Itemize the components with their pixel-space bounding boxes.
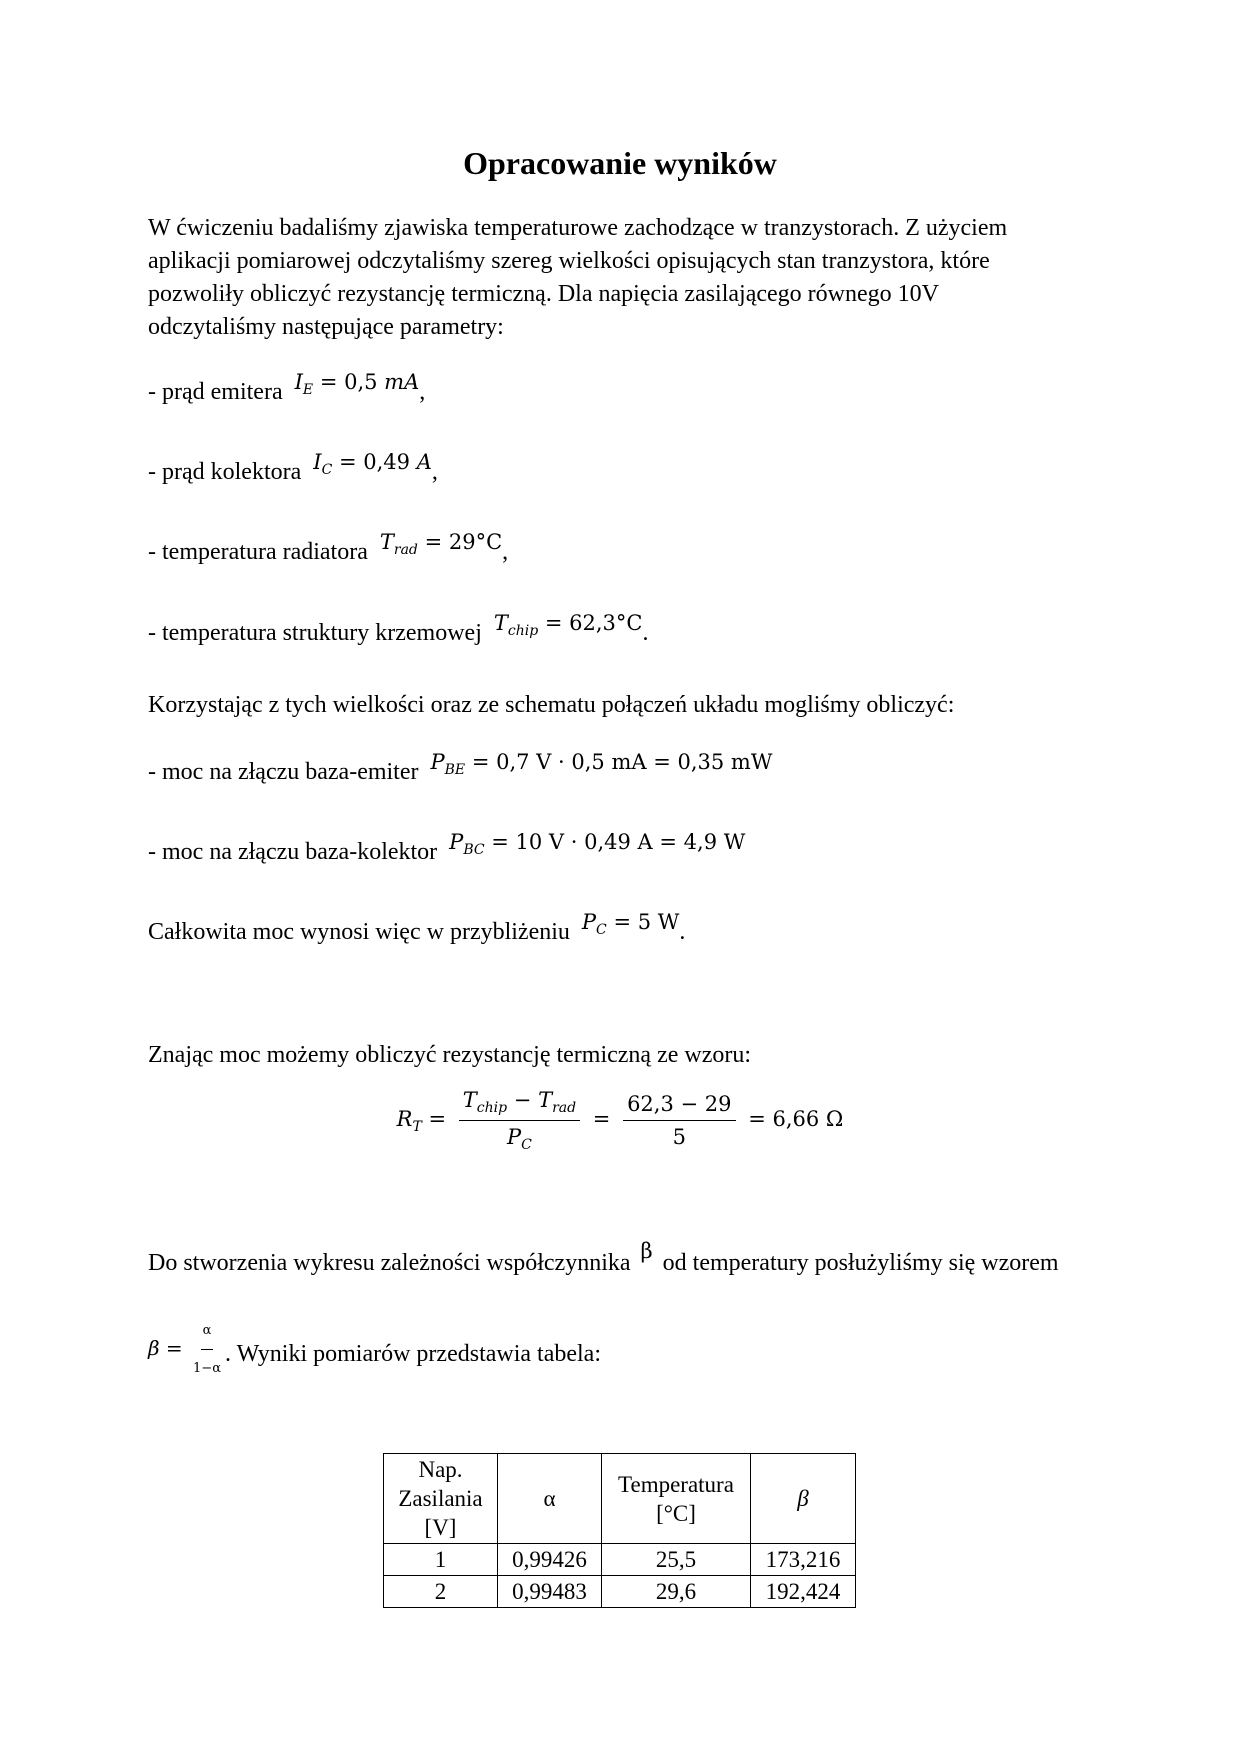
power-label: - moc na złączu baza-kolektor: [148, 839, 438, 865]
cell-voltage: 1: [384, 1544, 498, 1576]
power-label: - moc na złączu baza-emiter: [148, 759, 419, 785]
param-emitter-current: [148, 370, 426, 417]
total-label: Całkowita moc wynosi więc w przybliżeniu: [148, 919, 570, 945]
intro-line-3: pozwoliły obliczyć rezystancję termiczną. Dla napięcia zasilającego równego 10V: [148, 281, 939, 307]
param-label: - prąd emitera: [148, 379, 283, 405]
param-formula: $T_{rad} = 29^\circ C$: [379, 530, 503, 558]
power-base-emitter: [148, 750, 773, 797]
param-label: - temperatura radiatora: [148, 539, 368, 565]
param-collector-current: [148, 450, 438, 497]
intro-line-2: aplikacji pomiarowej odczytaliśmy szereg wielkości opisujących stan tranzystora, które: [148, 248, 990, 274]
intro-line-1: W ćwiczeniu badaliśmy zjawiska temperaturowe zachodzące w tranzystorach. Z użyciem: [148, 215, 1008, 241]
param-end: ,: [431, 459, 438, 485]
cell-temperature: 25,5: [602, 1544, 751, 1576]
param-end: ,: [502, 539, 509, 565]
power-formula: $P_{BE} = 0,7$ V · 0,5 mA = 0,35 mW: [430, 750, 773, 778]
total-end: .: [679, 919, 686, 945]
header-cell-voltage: Nap. Zasilania [V]: [384, 1454, 498, 1544]
intro-line-4: odczytaliśmy następujące parametry:: [148, 314, 504, 340]
beta-formula: β = $\frac{\alpha}{1-\alpha}$: [148, 1314, 225, 1385]
total-formula: $P_C = 5$ W: [581, 910, 680, 938]
header-cell-alpha: α: [498, 1454, 602, 1544]
param-chip-temperature: [148, 611, 649, 658]
cell-temperature: 29,6: [602, 1576, 751, 1608]
param-formula: $T_{chip} = 62,3^\circ C$: [493, 611, 643, 639]
fraction-numeric: $\frac{62,3 - 29}{5}$: [623, 1092, 735, 1149]
power-formula: $P_{BC} = 10$ V · 0,49 A = 4,9 W: [449, 830, 746, 858]
table-row: [384, 1544, 856, 1576]
compute-intro: Korzystając z tych wielkości oraz ze schematu połączeń układu mogliśmy obliczyć:: [148, 692, 955, 718]
total-power: [148, 910, 686, 957]
header-cell-temperature: Temperatura [°C]: [602, 1454, 751, 1544]
param-radiator-temperature: [148, 530, 509, 577]
thermal-resistance-formula: $R_T$ = $\frac{T_{chip} - T_{rad}}{P_C}$ = $\frac{62,3 - 29}{5}$ = 6,66 Ω: [396, 1088, 844, 1153]
cell-beta: 173,216: [751, 1544, 856, 1576]
param-formula: $I_E = 0,5$ mA: [294, 370, 420, 398]
param-label: - temperatura struktury krzemowej: [148, 620, 482, 646]
table-row: [384, 1576, 856, 1608]
table-header-row: [384, 1454, 856, 1544]
cell-beta: 192,424: [751, 1576, 856, 1608]
param-formula: $I_C = 0,49$ A: [313, 450, 432, 478]
param-end: .: [642, 620, 649, 646]
cell-alpha: 0,99426: [498, 1544, 602, 1576]
header-cell-beta: β: [751, 1454, 856, 1544]
param-end: ,: [419, 379, 426, 405]
page-title: Opracowanie wyników: [463, 145, 777, 181]
param-label: - prąd kolektora: [148, 459, 302, 485]
beta-paragraph-line-1: Do stworzenia wykresu zależności współczynnika β od temperatury posłużyliśmy się wzorem: [148, 1247, 1059, 1280]
cell-alpha: 0,99483: [498, 1576, 602, 1608]
beta-paragraph-line-2: β = $\frac{\alpha}{1-\alpha}$ . Wyniki pomiarów przedstawia tabela:: [148, 1320, 601, 1391]
beta-symbol: β: [640, 1239, 653, 1263]
result: = 6,66 Ω: [748, 1107, 844, 1131]
power-base-collector: [148, 830, 746, 877]
fraction-symbolic: $\frac{T_{chip} - T_{rad}}{P_C}$: [459, 1088, 580, 1153]
cell-voltage: 2: [384, 1576, 498, 1608]
results-table: [383, 1453, 856, 1608]
rt-intro: Znając moc możemy obliczyć rezystancję termiczną ze wzoru:: [148, 1042, 752, 1068]
